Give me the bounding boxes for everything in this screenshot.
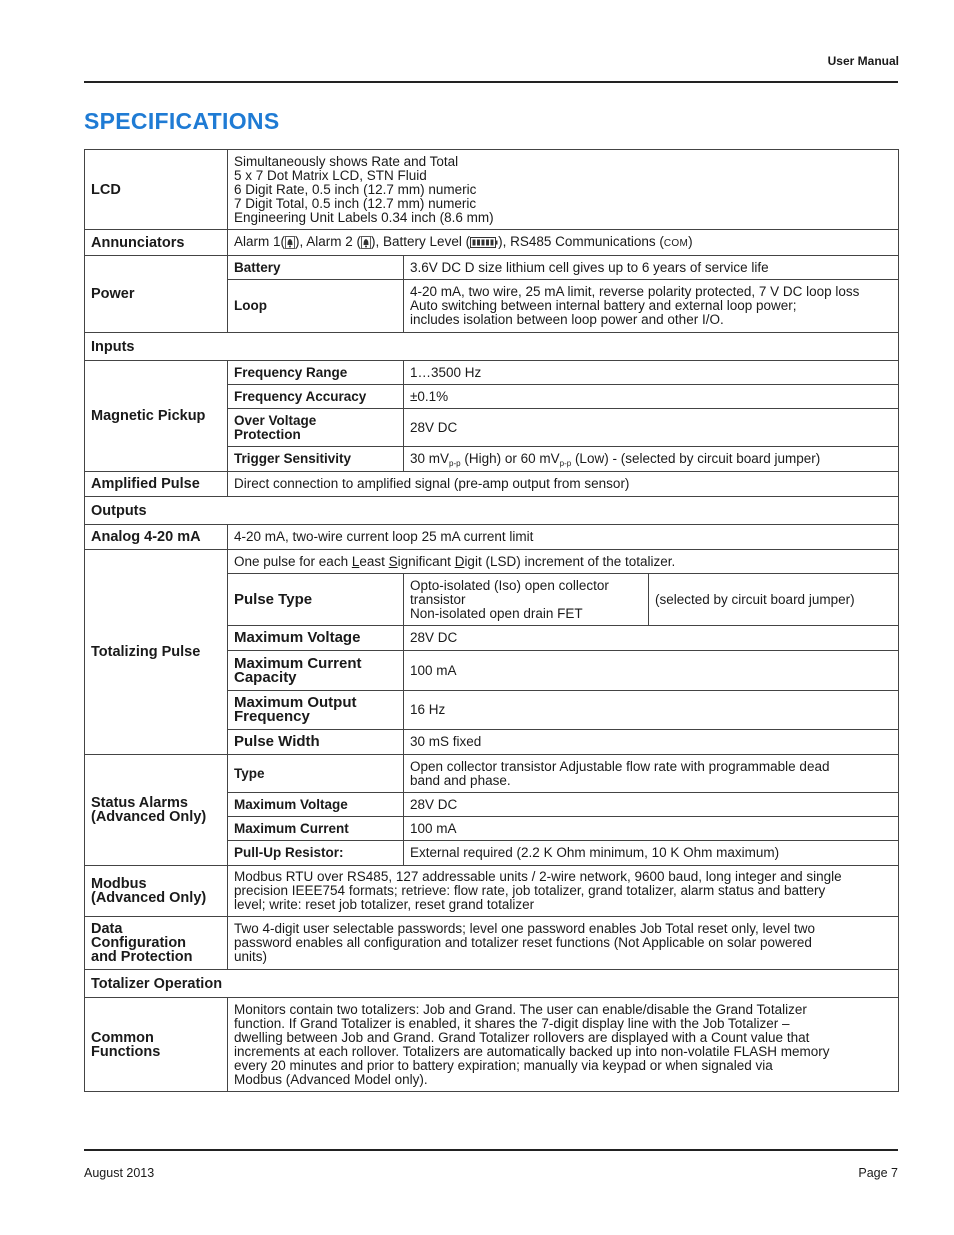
row-label-common-functions: Common Functions xyxy=(85,998,228,1092)
table-row xyxy=(85,230,899,256)
section-inputs: Inputs xyxy=(85,333,899,361)
table-row xyxy=(85,525,899,550)
sub-label-status-max-voltage: Maximum Voltage xyxy=(228,793,404,817)
footer-rule xyxy=(84,1149,898,1151)
frequency-accuracy-value: ±0.1% xyxy=(404,385,899,409)
table-row xyxy=(85,917,899,970)
sub-label-over-voltage-protection: Over Voltage Protection xyxy=(228,409,404,447)
row-label-data-configuration: Data Configuration and Protection xyxy=(85,917,228,970)
table-row xyxy=(85,150,899,230)
battery-icon xyxy=(470,236,498,249)
pulse-type-note: (selected by circuit board jumper) xyxy=(649,574,899,626)
row-label-power: Power xyxy=(85,256,228,333)
status-max-voltage-value: 28V DC xyxy=(404,793,899,817)
pull-up-resistor-value: External required (2.2 K Ohm minimum, 10 K Ohm maximum) xyxy=(404,841,899,866)
sub-label-status-max-current: Maximum Current xyxy=(228,817,404,841)
sub-label-pulse-width: Pulse Width xyxy=(228,730,404,755)
sub-label-pull-up-resistor: Pull-Up Resistor: xyxy=(228,841,404,866)
row-label-analog: Analog 4-20 mA xyxy=(85,525,228,550)
bell-icon xyxy=(361,236,371,249)
row-label-annunciators: Annunciators xyxy=(85,230,228,256)
sub-label-frequency-range: Frequency Range xyxy=(228,361,404,385)
trigger-sensitivity-value: 30 $mV_{p-p}$ (High) or 60 $mV_{p-p}$ (Low) - (selected by circuit board jumper) xyxy=(404,447,899,472)
row-label-modbus: Modbus (Advanced Only) xyxy=(85,866,228,917)
sub-label-type: Type xyxy=(228,755,404,793)
table-row xyxy=(85,497,899,525)
com-icon: COM xyxy=(663,237,689,249)
footer-date: August 2013 xyxy=(84,1166,155,1180)
table-row xyxy=(85,333,899,361)
header-rule xyxy=(84,81,898,83)
lcd-description: Simultaneously shows Rate and Total 5 x 7 Dot Matrix LCD, STN Fluid 6 Digit Rate, 0.5 inch (12.7 mm) numeric 7 Digit Total, 0.5 inch (12.7 mm) numeric Engineering Unit Labels 0.34 inch (8.6 mm) xyxy=(228,150,899,230)
table-row xyxy=(85,866,899,917)
status-max-current-value: 100 mA xyxy=(404,817,899,841)
row-label-lcd: LCD xyxy=(85,150,228,230)
analog-value: 4-20 mA, two-wire current loop 25 mA current limit xyxy=(228,525,899,550)
row-label-status-alarms: Status Alarms (Advanced Only) xyxy=(85,755,228,866)
bell-icon xyxy=(285,236,295,249)
annunciators-description: Alarm 1( ), Alarm 2 ( ), Battery Level ( ), RS485 Communications (COM) xyxy=(228,230,899,256)
table-row xyxy=(85,472,899,497)
section-outputs: Outputs xyxy=(85,497,899,525)
sub-label-pulse-type: Pulse Type xyxy=(228,574,404,626)
specifications-table xyxy=(84,149,899,1092)
table-row xyxy=(85,550,899,574)
common-functions-description: Monitors contain two totalizers: Job and Grand. The user can enable/disable the Grand Totalizer function. If Grand Totalizer is enabled, it shares the 7-digit display line with the Job Totalizer – dwelling between Job and Grand. Grand Totalizer rollovers are displayed with a Count value that increments at each rollover. Totalizers are automatically backed up into non-volatile FLASH memory every 20 minutes and prior to battery expiration; manually via keypad or when signaled via Modbus (Advanced Model only). xyxy=(228,998,899,1092)
section-totalizer-operation: Totalizer Operation xyxy=(85,970,899,998)
max-output-frequency-value: 16 Hz xyxy=(404,691,899,730)
row-label-magnetic-pickup: Magnetic Pickup xyxy=(85,361,228,472)
loop-value: 4-20 mA, two wire, 25 mA limit, reverse polarity protected, 7 V DC loop loss Auto switching between internal battery and external loop power; includes isolation between loop power and other I/O. xyxy=(404,280,899,333)
page-title: SPECIFICATIONS xyxy=(84,108,280,134)
sub-label-max-voltage: Maximum Voltage xyxy=(228,626,404,651)
max-current-value: 100 mA xyxy=(404,651,899,691)
sub-label-loop: Loop xyxy=(228,280,404,333)
max-voltage-value: 28V DC xyxy=(404,626,899,651)
pulse-type-value: Opto-isolated (Iso) open collector transistor Non-isolated open drain FET xyxy=(404,574,649,626)
amplified-pulse-value: Direct connection to amplified signal (pre-amp output from sensor) xyxy=(228,472,899,497)
table-row xyxy=(85,755,899,793)
totalizing-pulse-intro: One pulse for each Least Significant Digit (LSD) increment of the totalizer. xyxy=(228,550,899,574)
over-voltage-value: 28V DC xyxy=(404,409,899,447)
table-row xyxy=(85,361,899,385)
data-configuration-description: Two 4-digit user selectable passwords; level one password enables Job Total reset only, level two password enables all configuration and totalizer reset functions (Not Applicable on solar powered units) xyxy=(228,917,899,970)
sub-label-trigger-sensitivity: Trigger Sensitivity xyxy=(228,447,404,472)
table-row xyxy=(85,256,899,280)
modbus-description: Modbus RTU over RS485, 127 addressable units / 2-wire network, 9600 baud, long integer and single precision IEEE754 formats; retrieve: flow rate, job totalizer, grand totalizer, alarm status and battery level; write: reset job totalizer, reset grand totalizer xyxy=(228,866,899,917)
footer-page-number: Page 7 xyxy=(858,1166,898,1180)
sub-label-frequency-accuracy: Frequency Accuracy xyxy=(228,385,404,409)
table-row xyxy=(85,998,899,1092)
status-alarm-type-value: Open collector transistor Adjustable flow rate with programmable dead band and phase. xyxy=(404,755,899,793)
frequency-range-value: 1…3500 Hz xyxy=(404,361,899,385)
row-label-totalizing-pulse: Totalizing Pulse xyxy=(85,550,228,755)
sub-label-battery: Battery xyxy=(228,256,404,280)
row-label-amplified-pulse: Amplified Pulse xyxy=(85,472,228,497)
sub-label-max-output-frequency: Maximum Output Frequency xyxy=(228,691,404,730)
battery-value: 3.6V DC D size lithium cell gives up to 6 years of service life xyxy=(404,256,899,280)
table-row xyxy=(85,970,899,998)
pulse-width-value: 30 mS fixed xyxy=(404,730,899,755)
sub-label-max-current-capacity: Maximum Current Capacity xyxy=(228,651,404,691)
document-header-label: User Manual xyxy=(827,54,899,68)
